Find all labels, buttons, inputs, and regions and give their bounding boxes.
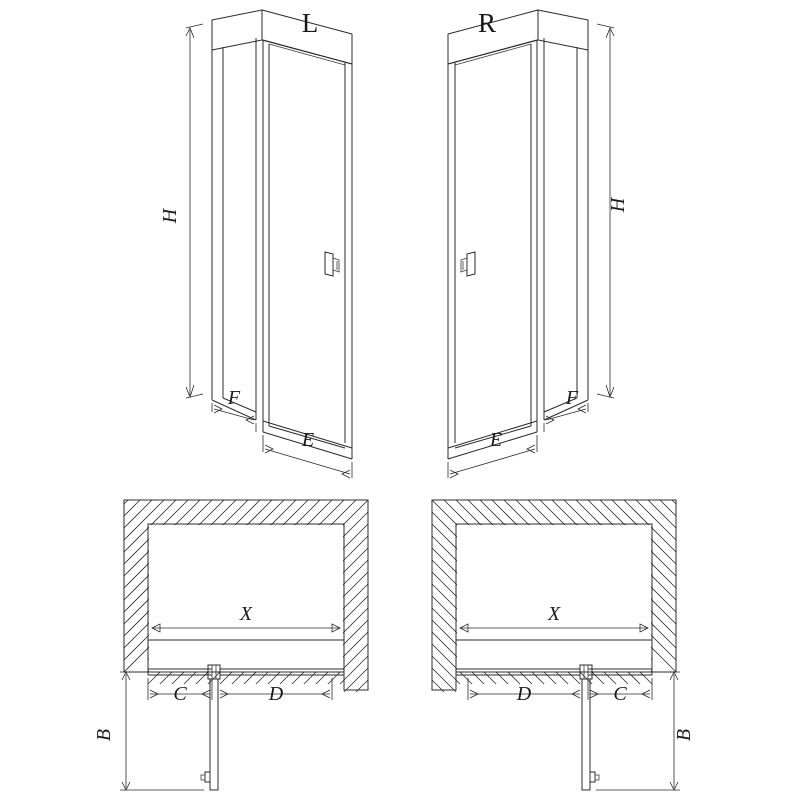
dimension-label-b-right: B: [673, 728, 695, 742]
dimension-label-f-right: F: [565, 387, 579, 409]
elevation-right-view: [448, 8, 629, 478]
dimension-label-d-right: D: [516, 683, 532, 705]
variant-label-l: L: [301, 8, 319, 38]
dimension-label-d-left: D: [268, 683, 284, 705]
dimension-label-b-left: B: [93, 728, 115, 742]
dimension-label-f-left: F: [227, 387, 241, 409]
elevation-left-view: [159, 8, 352, 478]
dimension-label-e-right: E: [489, 429, 503, 451]
variant-label-r: R: [477, 8, 497, 38]
dimension-label-c-left: C: [173, 683, 187, 705]
plan-left-view: [93, 500, 368, 790]
dimension-label-x-right: X: [547, 603, 561, 625]
dimension-label-x-left: X: [239, 603, 253, 625]
dimension-label-h-left: H: [159, 208, 181, 224]
dimension-label-c-right: C: [613, 683, 627, 705]
dimension-label-h-right: H: [607, 197, 629, 213]
dimension-label-e-left: E: [301, 429, 315, 451]
plan-right-view: [432, 500, 695, 790]
